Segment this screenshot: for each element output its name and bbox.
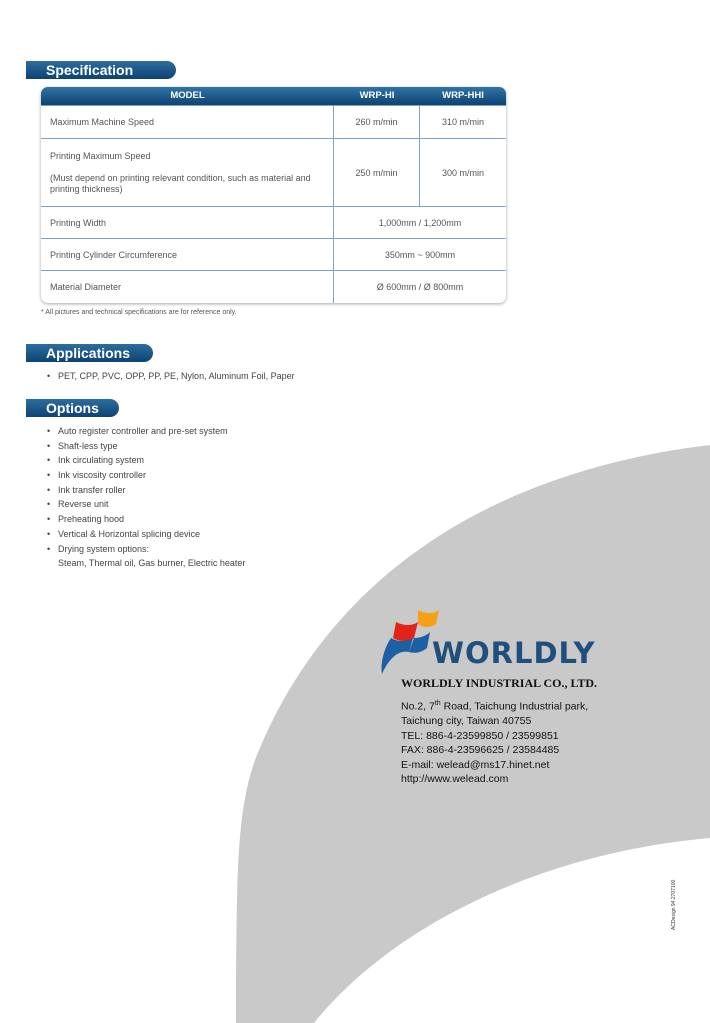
tel-line: TEL: 886-4-23599850 / 23599851 [401, 729, 559, 742]
list-item-continuation: Steam, Thermal oil, Gas burner, Electric heater [58, 558, 246, 569]
specification-heading: Specification [26, 61, 176, 79]
list-item: • Vertical & Horizontal splicing device [47, 527, 245, 542]
bullet-icon: • [47, 484, 51, 495]
table-row [41, 206, 506, 238]
bullet-icon: • [47, 499, 51, 510]
document-code: ACDesign 94.2707100 [671, 879, 677, 930]
list-item: • Reverse unit [47, 497, 245, 512]
row-label: Material Diameter [41, 271, 334, 303]
company-contact [401, 697, 588, 787]
bullet-icon: • [47, 528, 51, 539]
address-line: No.2, 7th Road, Taichung Industrial park, [401, 700, 589, 713]
row-label: Maximum Machine Speed [41, 106, 334, 138]
applications-heading: Applications [26, 344, 153, 362]
applications-list [47, 369, 295, 384]
list-item: • Ink transfer roller [47, 483, 245, 498]
logo-wordmark: WORLDLY [432, 636, 596, 670]
options-list [47, 424, 245, 571]
row-value: Ø 600mm / Ø 800mm [376, 282, 464, 292]
row-label: Printing Width [41, 207, 334, 238]
header-model: MODEL [170, 90, 205, 101]
footnote: * All pictures and technical specifications are for reference only. [41, 309, 237, 316]
bullet-icon: • [47, 440, 51, 451]
bullet-icon: • [47, 371, 51, 381]
row-value-hi: 260 m/min [334, 106, 420, 138]
header-wrp-hhi: WRP-HHI [442, 90, 484, 101]
bullet-icon: • [47, 470, 51, 481]
list-item: • Ink circulating system [47, 453, 245, 468]
row-value: 350mm ~ 900mm [384, 249, 456, 260]
bullet-icon: • [47, 543, 51, 554]
row-value-hhi: 300 m/min [441, 167, 485, 178]
row-label: Printing Maximum Speed [50, 150, 151, 161]
list-item: • Auto register controller and pre-set system [47, 424, 245, 439]
list-item: • PET, CPP, PVC, OPP, PP, PE, Nylon, Aluminum Foil, Paper [47, 369, 295, 384]
list-item: • Drying system options: [47, 542, 245, 557]
website-link[interactable]: http://www.welead.com [401, 773, 509, 785]
worldly-logo-icon [378, 608, 440, 676]
list-item: • Ink viscosity controller [47, 468, 245, 483]
row-value: 1,000mm / 1,200mm [378, 217, 462, 228]
table-row [41, 270, 506, 303]
table-row [41, 105, 506, 138]
row-value-hi: 250 m/min [334, 139, 420, 206]
options-heading: Options [26, 399, 119, 417]
row-label-cell [41, 139, 334, 206]
fax-line: FAX: 886-4-23596625 / 23584485 [401, 744, 560, 756]
row-note: (Must depend on printing relevant condition, such as material and printing thickness) [50, 172, 311, 194]
company-name: WORLDLY INDUSTRIAL CO., LTD. [401, 676, 598, 690]
specification-table [41, 87, 506, 303]
bullet-icon: • [47, 514, 51, 525]
bullet-icon: • [47, 426, 51, 436]
email-line: E-mail: welead@ms17.hinet.net [401, 758, 550, 771]
row-value-hhi: 310 m/min [441, 117, 485, 127]
bullet-icon: • [47, 455, 51, 466]
table-row [41, 238, 506, 270]
header-wrp-hi: WRP-HI [359, 90, 395, 101]
row-label: Printing Cylinder Circumference [41, 239, 334, 270]
city-line: Taichung city, Taiwan 40755 [401, 715, 532, 727]
table-header [41, 87, 506, 105]
list-item: • Shaft-less type [47, 439, 245, 454]
list-item: • Preheating hood [47, 512, 245, 527]
table-row [41, 138, 506, 206]
